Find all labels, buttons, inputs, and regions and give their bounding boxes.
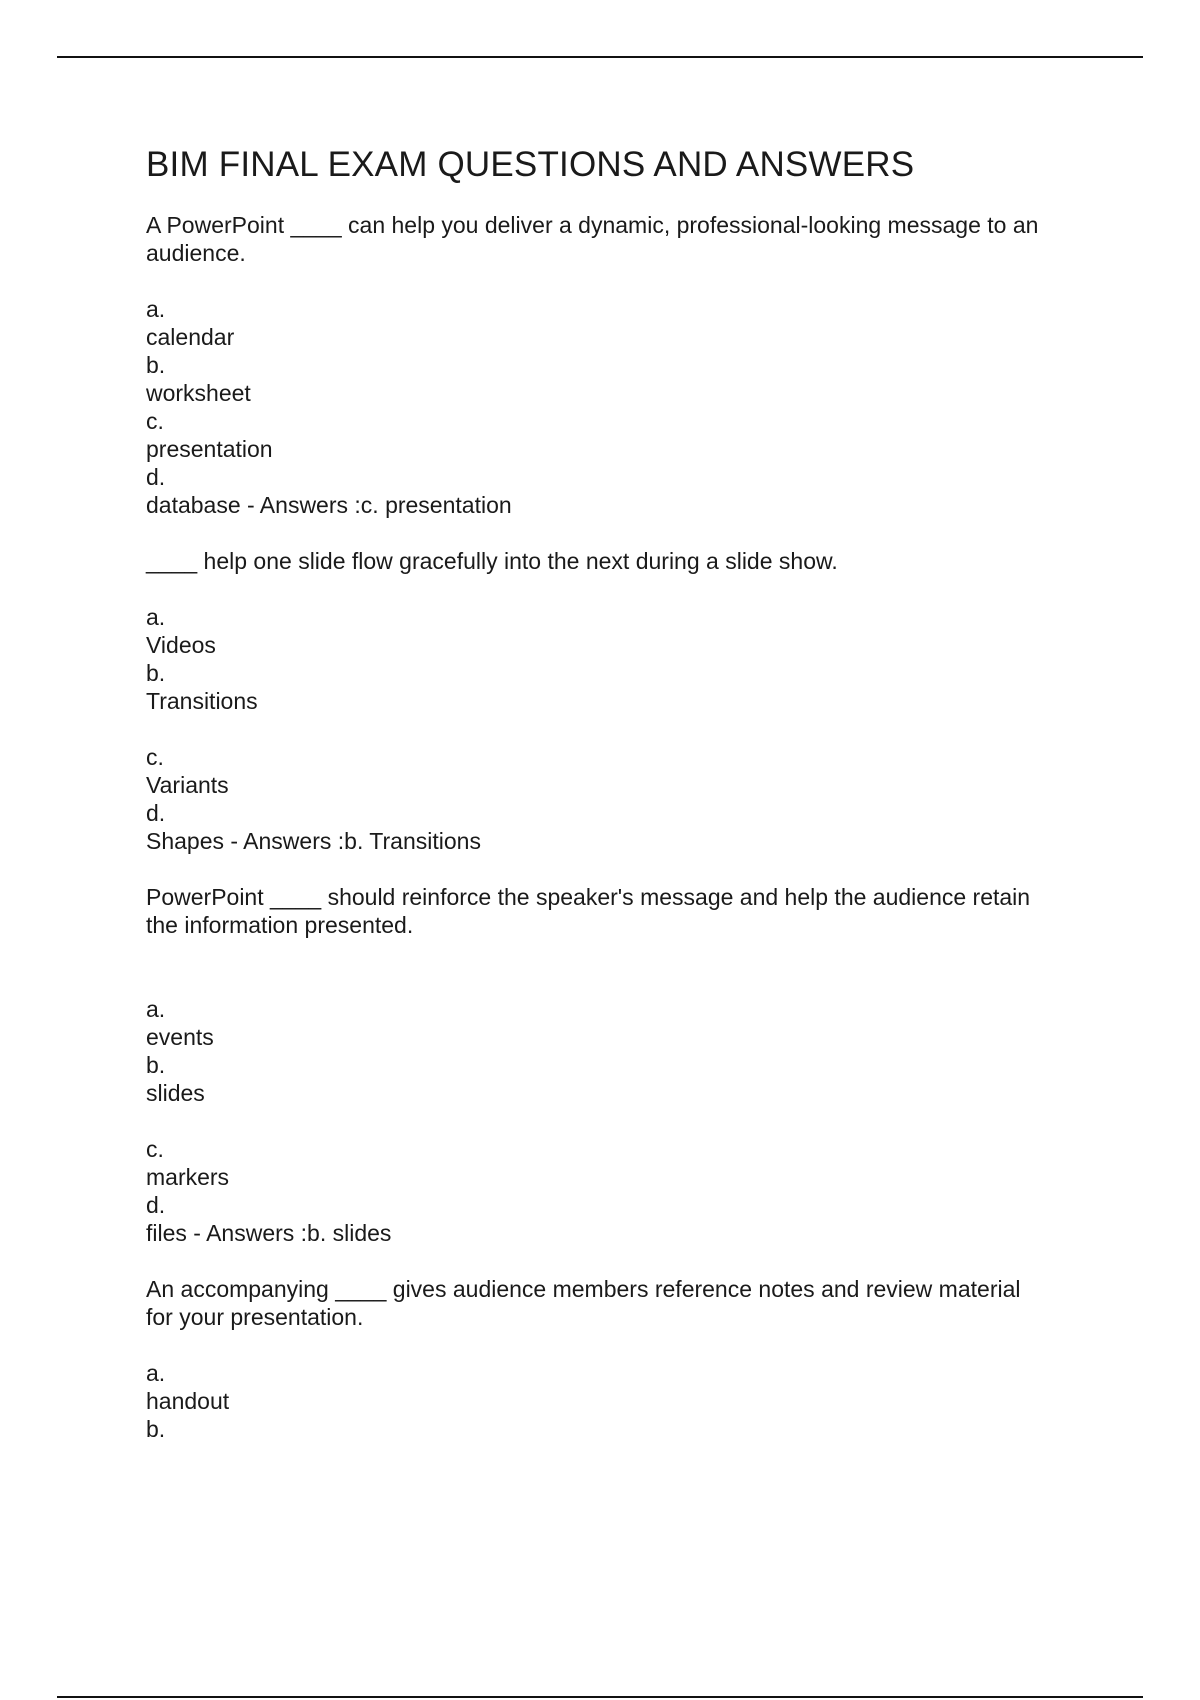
question-3-option-d-answer: files - Answers :b. slides — [146, 1220, 392, 1246]
question-3-option-label-d: d. — [146, 1192, 166, 1218]
question-3-option-b: slides — [146, 1080, 205, 1106]
question-2-option-label-a: a. — [146, 604, 166, 630]
question-3-stem-line-1: PowerPoint ____ should reinforce the speaker's message and help the audience retain — [146, 884, 1031, 910]
question-3 — [146, 883, 1106, 1247]
question-2-option-label-c: c. — [146, 744, 164, 770]
question-4 — [146, 1275, 1106, 1443]
question-3-option-c: markers — [146, 1164, 230, 1190]
question-4-stem-line-2: for your presentation. — [146, 1304, 364, 1330]
question-1-stem-line-1: A PowerPoint ____ can help you deliver a dynamic, professional-looking message to an — [146, 212, 1039, 238]
question-2-option-a: Videos — [146, 632, 216, 658]
question-2-option-label-b: b. — [146, 660, 166, 686]
top-rule — [57, 56, 1143, 58]
bottom-rule — [57, 1696, 1143, 1698]
question-3-stem-line-2: the information presented. — [146, 912, 414, 938]
question-1-option-label-c: c. — [146, 408, 164, 434]
question-3-option-label-c: c. — [146, 1136, 164, 1162]
question-1-option-c: presentation — [146, 436, 273, 462]
question-2 — [146, 547, 1106, 855]
question-3-option-a: events — [146, 1024, 214, 1050]
question-1-option-label-d: d. — [146, 464, 166, 490]
document-content — [146, 141, 1106, 1443]
question-1-option-b: worksheet — [146, 380, 251, 406]
question-1-option-label-b: b. — [146, 352, 166, 378]
question-3-option-label-a: a. — [146, 996, 166, 1022]
question-4-option-label-a: a. — [146, 1360, 166, 1386]
question-2-option-c: Variants — [146, 772, 229, 798]
question-3-option-label-b: b. — [146, 1052, 166, 1078]
question-2-option-b: Transitions — [146, 688, 258, 714]
question-2-stem-line-1: ____ help one slide flow gracefully into the next during a slide show. — [146, 548, 838, 574]
question-4-stem-line-1: An accompanying ____ gives audience members reference notes and review material — [146, 1276, 1021, 1302]
question-2-option-d-answer: Shapes - Answers :b. Transitions — [146, 828, 481, 854]
question-1 — [146, 211, 1106, 519]
question-4-option-label-b: b. — [146, 1416, 166, 1442]
question-1-option-d-answer: database - Answers :c. presentation — [146, 492, 512, 518]
question-1-stem-line-2: audience. — [146, 240, 246, 266]
question-2-option-label-d: d. — [146, 800, 166, 826]
question-1-option-label-a: a. — [146, 296, 166, 322]
question-1-option-a: calendar — [146, 324, 235, 350]
question-4-option-a: handout — [146, 1388, 230, 1414]
page-title: BIM FINAL EXAM QUESTIONS AND ANSWERS — [146, 145, 915, 184]
